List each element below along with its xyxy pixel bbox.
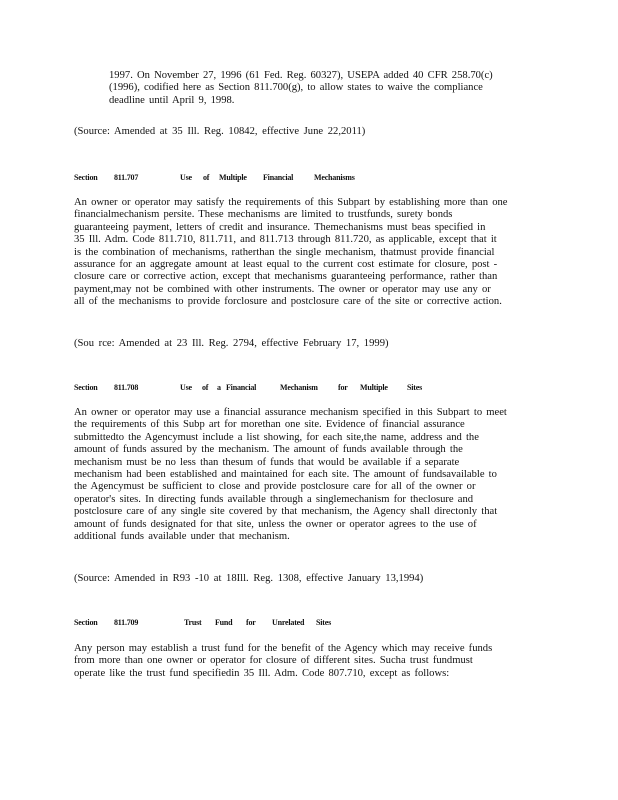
section-title-word: Sites (316, 618, 332, 627)
section-title-word: Multiple (219, 173, 247, 182)
section-title-word: of (202, 383, 209, 392)
body-line: the requirements of this Subp art for morethan one site. Evidence of financial assurance (74, 419, 465, 431)
section-code: 811.707 (114, 173, 139, 182)
section-label: Section (74, 173, 98, 182)
section-code: 811.709 (114, 618, 139, 627)
section-title-word: for (338, 383, 348, 392)
section-title-word: Financial (263, 173, 294, 182)
section-title-word: Mechanisms (314, 173, 355, 182)
section-code: 811.708 (114, 383, 139, 392)
source-note: (Source: Amended at 35 Ill. Reg. 10842, effective June 22,2011) (74, 126, 366, 137)
body-line: amount of funds designated for that site, unless the owner or operator agrees to the use of (74, 518, 477, 530)
body-line: submittedto the Agencymust include a list showing, for each site,the name, address and the (74, 431, 479, 443)
body-line: Any person may establish a trust fund for the benefit of the Agency which may receive funds (74, 643, 493, 654)
section-title-word: Trust (184, 618, 202, 627)
section-title-word: Mechanism (280, 383, 318, 392)
body-line: amount of funds assured by the mechanism. The amount of funds available through the (74, 444, 463, 456)
body-line: postclosure care of any single site covered by that mechanism, the Agency shall directonly that (74, 506, 498, 518)
body-line: guaranteeing payment, letters of credit and insurance. Themechanisms must beas specified in (74, 221, 486, 233)
intro-line: (1996), codified here as Section 811.700(g), to allow states to waive the compliance (109, 82, 483, 94)
body-line: 35 Ill. Adm. Code 811.710, 811.711, and 811.713 through 811.720, as applicable, except that it (74, 234, 497, 246)
section-title-word: Sites (407, 383, 423, 392)
body-line: mechanism must be no less than thesum of funds that would be available if a separate (74, 456, 460, 468)
intro-line: 1997. On November 27, 1996 (61 Fed. Reg. 60327), USEPA added 40 CFR 258.70(c) (109, 70, 493, 81)
body-line: closure care or corrective action, except that mechanisms guaranteeing performance, rather than (74, 271, 498, 283)
body-line: the Agencymust be sufficient to close and provide postclosure care for all of the owner or (74, 481, 476, 493)
intro-paragraph (109, 70, 519, 107)
body-line: An owner or operator may use a financial assurance mechanism specified in this Subpart to meet (74, 407, 507, 418)
section-title-word: Multiple (360, 383, 388, 392)
section-title-word: Financial (226, 383, 257, 392)
section-811-707-body (74, 197, 536, 309)
section-title-word: Use (180, 173, 192, 182)
body-line: all of the mechanisms to provide forclosure and postclosure care of the site or corrective action. (74, 296, 502, 308)
body-line: assurance for an aggregate amount at least equal to the current cost estimate for closure, post - (74, 259, 498, 271)
section-title-word: for (246, 618, 256, 627)
source-note: (Source: Amended in R93 -10 at 18Ill. Reg. 1308, effective January 13,1994) (74, 573, 424, 584)
section-title-word: Unrelated (272, 618, 305, 627)
section-811-709-body (74, 643, 536, 680)
section-label: Section (74, 383, 98, 392)
body-line: mechanism had been established and maintained for each site. The amount of fundsavailable to (74, 469, 497, 481)
section-label: Section (74, 618, 98, 627)
body-line: additional funds available under that mechanism. (74, 531, 290, 543)
section-title-word: of (203, 173, 210, 182)
section-title-word: Fund (215, 618, 233, 627)
body-line: from more than one owner or operator for closure of different sites. Sucha trust fundmust (74, 655, 473, 667)
body-line: payment,may not be combined with other instruments. The owner or operator may use any or (74, 283, 491, 295)
section-811-708-body (74, 407, 536, 543)
section-title-word: Use (180, 383, 192, 392)
body-line: financialmechanism persite. These mechanisms are limited to trustfunds, surety bonds (74, 209, 453, 221)
intro-line: deadline until April 9, 1998. (109, 94, 235, 106)
body-line: operator's sites. In directing funds available through a singlemechanism for theclosure and (74, 493, 474, 505)
source-note: (Sou rce: Amended at 23 Ill. Reg. 2794, effective February 17, 1999) (74, 338, 389, 349)
body-line: An owner or operator may satisfy the requirements of this Subpart by establishing more than one (74, 197, 508, 208)
body-line: is the combination of mechanisms, ratherthan the single mechanism, thatmust provide financial (74, 246, 495, 258)
body-line: operate like the trust fund specifiedin 35 Ill. Adm. Code 807.710, except as follows: (74, 667, 450, 679)
section-title-word: a (217, 383, 221, 392)
